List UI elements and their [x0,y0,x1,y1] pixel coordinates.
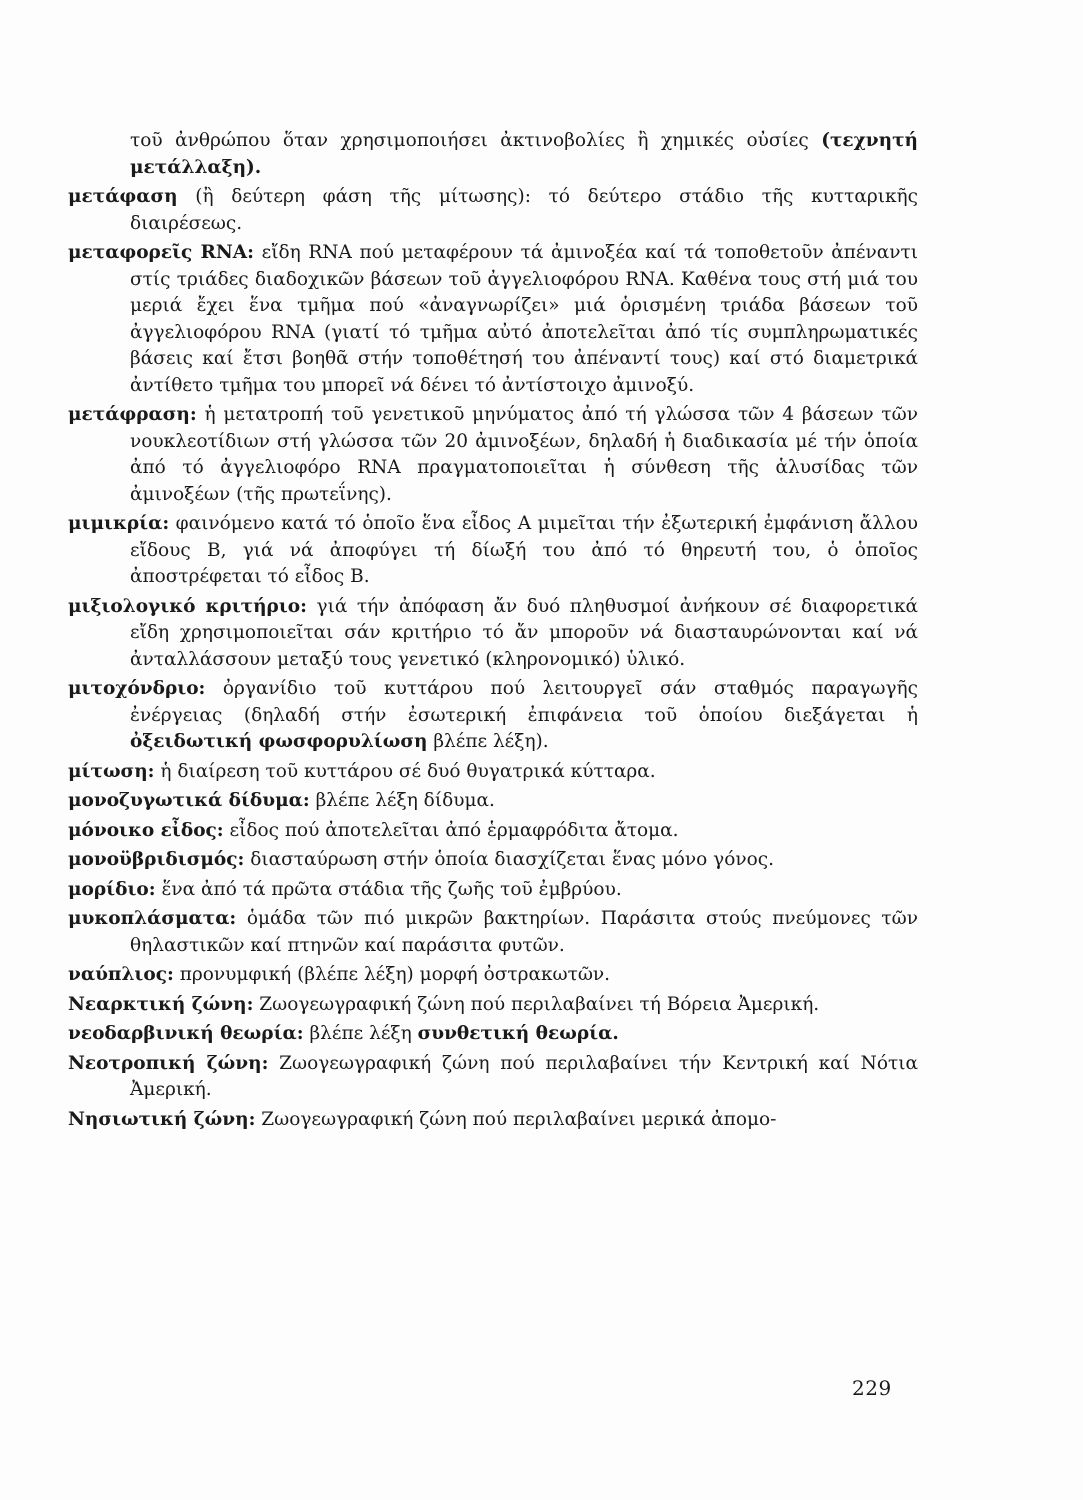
glossary-entry [68,402,918,508]
entry-definition: τοῦ ἀνθρώπου ὅταν χρησιμοποιήσει ἀκτινοβολίες ἢ χημικές οὐσίες [130,130,809,151]
glossary-entry [68,1051,918,1104]
glossary-entry [68,788,918,815]
glossary-entry [68,511,918,591]
entry-term: μεταφορεῖς RNA: [68,242,254,263]
entry-term: Νησιωτική ζώνη: [68,1108,256,1130]
glossary-entry [68,759,918,786]
entry-definition: βλέπε λέξη [303,1023,418,1044]
entry-definition: Ζωογεωγραφική ζώνη πού περιλαβαίνει τήν Κεντρική καί Νότια Ἀμερική. [130,1052,918,1100]
entry-definition: Ζωογεωγραφική ζώνη πού περιλαβαίνει τή Βόρεια Ἀμερική. [253,993,820,1015]
entry-definition: εἴδη RNA πού μεταφέρουν τά ἀμινοξέα καί τά τοποθετοῦν ἀπέναντι στίς τριάδες διαδοχικῶν βάσεων τοῦ ἀγγελιοφόρου RNA. Καθένα τους στή μιά του μεριά ἔχει ἕνα τμῆμα πού «ἀναγνωρίζει» μιά ὁρισμένη τριάδα βάσεων τοῦ ἀγγελιοφόρου RNA (γιατί τό τμῆμα αὐτό ἀποτελεῖται ἀπό τίς συμπληρωματικές βάσεις καί ἔτσι βοηθᾶ στήν τοποθέτησή του ἀπέναντί τους) καί στό διαμετρικά ἀντίθετο τμῆμα του μπορεῖ νά δένει τό ἀντίστοιχο ἀμινοξύ. [130,242,918,396]
entry-definition: ὁμάδα τῶν πιό μικρῶν βακτηρίων. Παράσιτα στούς πνεύμονες τῶν θηλαστικῶν καί πτηνῶν καί παράσιτα φυτῶν. [130,908,918,956]
glossary-entry [68,847,918,874]
page-number: 229 [852,1376,892,1400]
glossary-entry-continued [68,128,918,181]
entry-term: Νεοτροπική ζώνη: [68,1052,269,1074]
entry-definition: γιά τήν ἀπόφαση ἄν δυό πληθυσμοί ἀνήκουν σέ διαφορετικά εἴδη χρησιμοποιεῖται σάν κριτήριο τό ἄν μποροῦν νά διασταυρώνονται καί νά ἀνταλλάσσουν μεταξύ τους γενετικό (κληρονομικό) ὑλικό. [130,595,918,670]
glossary-entry [68,818,918,845]
entry-inline-term: συνθετική θεωρία. [417,1023,619,1044]
glossary-entry [68,184,918,237]
glossary-entry [68,1021,918,1048]
entry-term: μιμικρία: [68,513,170,534]
entry-definition: ἕνα ἀπό τά πρῶτα στάδια τῆς ζωῆς τοῦ ἐμβρύου. [155,878,622,900]
glossary-entry [68,962,918,989]
entry-definition: εἶδος πού ἀποτελεῖται ἀπό ἑρμαφρόδιτα ἄτομα. [223,819,679,841]
entry-term: μιτοχόνδριο: [68,678,206,699]
entry-definition: ἡ διαίρεση τοῦ κυττάρου σέ δυό θυγατρικά κύτταρα. [154,760,656,782]
entry-definition: Ζωογεωγραφική ζώνη πού περιλαβαίνει μερικά ἀπομο- [255,1108,777,1130]
entry-definition: ὀργανίδιο τοῦ κυττάρου πού λειτουργεῖ σάν σταθμός παραγωγῆς ἐνέργειας (δηλαδή στήν ἐσωτερική ἐπιφάνεια τοῦ ὁποίου διεξάγεται ἡ [130,678,918,726]
glossary-list [68,128,918,1136]
glossary-entry [68,906,918,959]
entry-term: μόνοικο εἶδος: [68,819,224,841]
entry-term: μονοζυγωτικά δίδυμα: [68,790,310,811]
entry-definition: διασταύρωση στήν ὁποία διασχίζεται ἕνας μόνο γόνος. [244,849,775,870]
entry-term: μίτωση: [68,760,155,782]
glossary-entry [68,594,918,674]
entry-term: μετάφαση [68,186,178,207]
glossary-entry [68,877,918,904]
entry-inline-term: ὀξειδωτική φωσφορυλίωση [130,731,428,752]
entry-term: μονοϋβριδισμός: [68,849,245,870]
entry-term: νεοδαρβινική θεωρία: [68,1023,304,1044]
entry-definition: (ἢ δεύτερη φάση τῆς μίτωσης): τό δεύτερο στάδιο τῆς κυτταρικῆς διαιρέσεως. [130,186,918,234]
entry-term: μορίδιο: [68,878,156,900]
entry-definition: προνυμφική (βλέπε λέξη) μορφή ὀστρακωτῶν. [173,964,611,985]
glossary-entry [68,240,918,399]
glossary-entry [68,992,918,1019]
entry-definition: φαινόμενο κατά τό ὁποῖο ἕνα εἶδος Α μιμεῖται τήν ἐξωτερική ἐμφάνιση ἄλλου εἴδους Β, γιά νά ἀποφύγει τή δίωξή του ἀπό τό θηρευτή του, ὁ ὁποῖος ἀποστρέφεται τό εἶδος Β. [130,513,918,587]
entry-term: μιξιολογικό κριτήριο: [68,595,307,617]
entry-inline-term: (τεχνητή μετάλλαξη). [130,130,918,178]
entry-term: μυκοπλάσματα: [68,908,237,929]
glossary-entry [68,1107,918,1134]
entry-term: μετάφραση: [68,404,197,425]
glossary-entry [68,676,918,756]
entry-term: Νεαρκτική ζώνη: [68,993,254,1015]
entry-definition: ἡ μετατροπή τοῦ γενετικοῦ μηνύματος ἀπό τή γλώσσα τῶν 4 βάσεων τῶν νουκλεοτίδιων στή γλώσσα τῶν 20 ἀμινοξέων, δηλαδή ἡ διαδικασία μέ τήν ὁποία ἀπό τό ἀγγελιοφόρο RNA πραγματοποιεῖται ἡ σύνθεση τῆς ἁλυσίδας τῶν ἀμινοξέων (τῆς πρωτεΐνης). [130,404,918,505]
entry-tail: βλέπε λέξη). [427,731,549,752]
entry-term: ναύπλιος: [68,964,174,985]
entry-definition: βλέπε λέξη δίδυμα. [309,790,495,811]
